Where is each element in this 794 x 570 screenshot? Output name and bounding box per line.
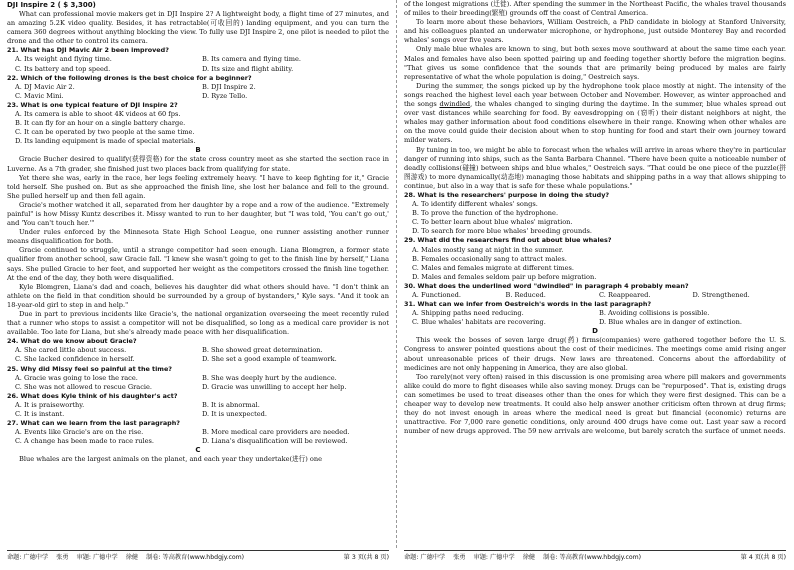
question-23-options: [7, 110, 389, 146]
passage-c-paragraph: Only male blue whales are known to sing, but both sexes move southward at about the same time each year. Males and females have also been spotted pairing up and feeding together shortly before the migration begins. "That gives us some confidence that the sounds that are primarily being produced by males are fairly representative of what the whole population is doing," Oestreich says.: [404, 45, 786, 81]
option[interactable]: A. Males mostly sang at night in the summer.: [412, 245, 564, 254]
question-27-options: [7, 428, 389, 446]
passage-b-paragraph: Gracie Bucher desired to qualify(获得资格) for the state cross country meet as she started the section race in Luverne. As a 7th grader, she finished just two places back from qualifying for state.: [7, 155, 389, 173]
left-column: [7, 0, 389, 546]
option[interactable]: A. DJ Mavic Air 2.: [15, 82, 75, 91]
option[interactable]: C. Mavic Mini.: [15, 91, 64, 100]
question-26: 26. What does Kyle think of his daughter's act?: [7, 391, 178, 400]
option[interactable]: C. She was not allowed to rescue Gracie.: [15, 382, 153, 391]
footer-item: 张勇: [56, 554, 69, 561]
passage-c-paragraph: By tuning in too, we might be able to forecast when the whales will arrive in areas where they're in particular danger of running into ships, such as the Santa Barbara Channel. "There have been quite a noticeable number of deadly collisions(碰撞) between ships and blue whales," Oestreich says. "That could be one piece of the puzzle(拼图游戏) to more dynamically(动态地) managing those habitats and shipping paths in a way that allows shipping to continue, but also in a way that is safe for these whale populations.": [404, 145, 786, 190]
footer-item: 徐健: [522, 554, 536, 561]
passage-c-paragraph: of the longest migrations (迁徙). After spending the summer in the Northeast Pacific, the whales travel thousands of miles to their breeding(繁殖) grounds off the coast of Central America.: [404, 0, 786, 18]
right-footer: [404, 550, 786, 564]
footer-item: 徐健: [125, 554, 139, 561]
footer-item: 制卷: 等高教育(www.hbdgjy.com): [146, 554, 245, 561]
option[interactable]: A. To identify different whales' songs.: [412, 200, 538, 209]
option[interactable]: C. Males and females migrate at different times.: [412, 263, 575, 272]
question-31: 31. What can we infer from Oestreich's words in the last paragraph?: [404, 300, 652, 309]
question-31-options: [404, 309, 786, 327]
question-29: 29. What did the researchers find out about blue whales?: [404, 236, 612, 245]
option[interactable]: C. A change has been made to race rules.: [15, 437, 155, 446]
option[interactable]: A. It is praiseworthy.: [15, 400, 85, 409]
option[interactable]: B. Avoiding collisions is possible.: [599, 309, 710, 318]
column-divider: [396, 0, 397, 548]
passage-b-paragraph: Gracie continued to struggle, until a strange competitor had seen enough. Liana Blomgren, a former state qualifier from another school, saw Gracie fall. "I knew she wasn't going to get to the finish line by herself," Liana says. She pulled Gracie to her feet, and supported her weight as the competitors crossed the finish line together. At the end of the day, they both were disqualified.: [7, 246, 389, 282]
option[interactable]: A. Functioned.: [412, 291, 461, 299]
question-24-options: [7, 346, 389, 364]
question-23: 23. What is one typical feature of DJI Inspire 2?: [7, 100, 178, 109]
section-b-heading: B: [195, 146, 201, 155]
left-footer: [7, 550, 389, 564]
option[interactable]: B. To prove the function of the hydrophone.: [412, 209, 559, 218]
passage-a-title: DJI Inspire 2 ( $ 3,300): [7, 1, 96, 9]
section-d-heading: D: [592, 327, 598, 336]
option[interactable]: A. She cared little about success.: [15, 346, 127, 355]
option[interactable]: B. She showed great determination.: [202, 346, 323, 355]
question-25-options: [7, 374, 389, 392]
option[interactable]: B. It can fly for an hour on a single battery charge.: [15, 119, 186, 128]
passage-b-paragraph: Under rules enforced by the Minnesota State High School League, one runner assisting another runner means disqualification for both.: [7, 228, 389, 246]
question-22-options: [7, 83, 389, 101]
option[interactable]: D. She set a good example of teamwork.: [202, 355, 337, 364]
option[interactable]: A. Its weight and flying time.: [15, 55, 112, 64]
passage-a-paragraph: What can professional movie makers get in DJI Inspire 2? A lightweight body, a flight time of 27 minutes, and an amazing 5.2K video quality. Besides, it has retractable(可收回的) landing equipment, and you can turn the camera 360 degrees without anything blocking the view. To fully use DJI Inspire 2, one pilot is needed to pilot the drone and the other to control its camera.: [7, 10, 389, 46]
question-29-options: [404, 246, 786, 282]
footer-item: 制卷: 等高教育(www.hbdgjy.com): [543, 554, 642, 561]
question-30-options: [404, 291, 786, 300]
passage-b-paragraph: Yet there she was, early in the race, her legs feeling extremely heavy. "I have to keep fighting for it," Gracie told herself. She pushed on. But as she approached the finish line, she lost her balance and fell to the ground. She pulled herself up and then fell again.: [7, 173, 389, 200]
option[interactable]: B. Its camera and flying time.: [202, 55, 302, 64]
passage-b-paragraph: Kyle Blomgren, Liana's dad and coach, believes his daughter did what others should have. "I don't think an athlete on the field in that condition should be surrounded by a group of bystanders," Kyle says. "And it took an 18-year-old girl to step in and help.": [7, 282, 389, 309]
page-number: 第 3 页(共 8 页): [343, 554, 389, 561]
question-27: 27. What can we learn from the last paragraph?: [7, 419, 181, 428]
question-22: 22. Which of the following drones is the best choice for a beginner?: [7, 73, 252, 82]
option[interactable]: C. It can be operated by two people at the same time.: [15, 128, 195, 137]
option[interactable]: B. It is abnormal.: [202, 400, 260, 409]
option[interactable]: A. Its camera is able to shoot 4K videos at 60 fps.: [15, 110, 181, 119]
option[interactable]: D. Liana's disqualification will be reviewed.: [202, 437, 348, 446]
option[interactable]: D. Its size and flight ability.: [202, 64, 294, 73]
option[interactable]: B. Females occasionally sang to attract males.: [412, 254, 567, 263]
question-30: 30. What does the underlined word "dwindled" in paragraph 4 probably mean?: [404, 281, 689, 290]
passage-d-paragraph: Too rarely(not very often) raised in this discussion is one promising area where pill makers and governments alike could do more to fight diseases while also saving money. Drugs can be "repurposed". That is, existing drugs can sometimes be used to treat diseases other than the ones for which they were first designed. This can be a cheaper way to develop new treatments. It could also help answer another criticism often thrown at drug firms; they do not invest enough in areas where the medical need is great but financial (economic) returns are unattractive. For 7,000 rare genetic conditions, only around 400 drugs have come out. Last year saw a record number of new drugs approved. The 59 new arrivals are welcome, but barely scratch the surface of unmet needs.: [404, 372, 786, 436]
option[interactable]: D. Gracie was unwilling to accept her help.: [202, 382, 347, 391]
footer-item: 审题: 广德中学: [473, 554, 515, 561]
question-26-options: [7, 401, 389, 419]
passage-c-paragraph: To learn more about these behaviors, William Oestreich, a PhD candidate in biology at Stanford University, and his colleagues planted an underwater microphone, or hydrophone, just outside Monterey Bay and recorded whales' songs over five years.: [404, 18, 786, 45]
option[interactable]: C. Reappeared.: [599, 291, 651, 299]
option[interactable]: B. She was deeply hurt by the audience.: [202, 373, 337, 382]
option[interactable]: B. DJI Inspire 2.: [202, 82, 256, 91]
footer-item: 审题: 广德中学: [76, 554, 118, 561]
option[interactable]: D. It is unexpected.: [202, 410, 267, 419]
option[interactable]: A. Shipping paths need reducing.: [412, 309, 524, 318]
option[interactable]: D. Blue whales are in danger of extinction.: [599, 318, 742, 327]
page-number: 第 4 页(共 8 页): [740, 554, 786, 561]
passage-d-paragraph: This week the bosses of seven large drug(药) firms(companies) were gathered together before the U. S. Congress to answer pointed questions about the cost of their medicines. The meetings come amid rising anger about unreasonable prices of their drugs. New laws are threatened. Concerns about the affordability of medicines are not only happening in America, they are also global.: [404, 336, 786, 372]
question-24: 24. What do we know about Gracie?: [7, 337, 137, 346]
option[interactable]: A. Gracie was going to lose the race.: [15, 373, 138, 382]
option[interactable]: C. It is instant.: [15, 410, 65, 419]
option[interactable]: C. To better learn about blue whales' migration.: [412, 218, 573, 227]
footer-item: 命题: 广德中学: [7, 554, 49, 561]
option[interactable]: B. Reduced.: [505, 291, 546, 299]
question-21-options: [7, 55, 389, 73]
option[interactable]: D. Ryze Tello.: [202, 91, 248, 100]
footer-item: 命题: 广德中学: [404, 554, 446, 561]
section-c-heading: C: [195, 446, 201, 455]
option[interactable]: C. Blue whales' habitats are recovering.: [412, 318, 546, 327]
question-28-options: [404, 200, 786, 236]
paragraph-text: During the summer, the songs picked up by the hydrophone took place mostly at night. The intensity of the songs reached the highest level each year between October and November. However, as winter approached and the songs: [404, 81, 786, 109]
underlined-word: dwindled: [439, 100, 471, 109]
passage-b-paragraph: Gracie's mother watched it all, separated from her daughter by a rope and a row of the audience. "Extremely painful" is how Missy Kuntz describes it. Missy wanted to run to her daughter, but "I was told, 'You can't go out,' and 'You can't touch her.'": [7, 200, 389, 228]
passage-c-paragraph: Blue whales are the largest animals on the planet, and each year they undertake(进行) one: [19, 455, 323, 464]
question-25: 25. Why did Missy feel so painful at the time?: [7, 364, 173, 373]
question-21: 21. What has DJI Mavic Air 2 been improved?: [7, 46, 169, 55]
option[interactable]: B. More medical care providers are needed.: [202, 428, 350, 437]
passage-b-paragraph: Due in part to previous incidents like Gracie's, the national organization overseeing the meet recently ruled that a runner who stops to assist a competitor will not be disqualified, so long as a medical care provider is not available. Too late for Liana, but she's already made peace with her disqualification.: [7, 310, 389, 337]
option[interactable]: D. To search for more blue whales' breeding grounds.: [412, 227, 592, 236]
question-28: 28. What is the researchers' purpose in doing the study?: [404, 190, 610, 199]
paragraph-text: , the whales changed to singing during the daytime. In the summer, blue whales spread out over vast distances while searching for food. By eavesdropping on (窃听) their distant neighbors at night, the whales may gather information about food conditions elsewhere in their range. Knowing when other whales are on the move could guide their decision about when to stop hunting for food and start their own journey toward milder waters.: [404, 100, 786, 145]
option[interactable]: C. She lacked confidence in herself.: [15, 355, 135, 364]
option[interactable]: C. Its battery and top speed.: [15, 64, 111, 73]
option[interactable]: D. Males and females seldom pair up before migration.: [412, 272, 597, 281]
footer-item: 张勇: [453, 554, 466, 561]
passage-c-paragraph: [404, 82, 786, 146]
option[interactable]: D. Its landing equipment is made of special materials.: [15, 137, 196, 146]
option[interactable]: D. Strengthened.: [692, 291, 750, 299]
option[interactable]: A. Events like Gracie's are on the rise.: [15, 428, 144, 437]
right-column: [404, 0, 786, 546]
